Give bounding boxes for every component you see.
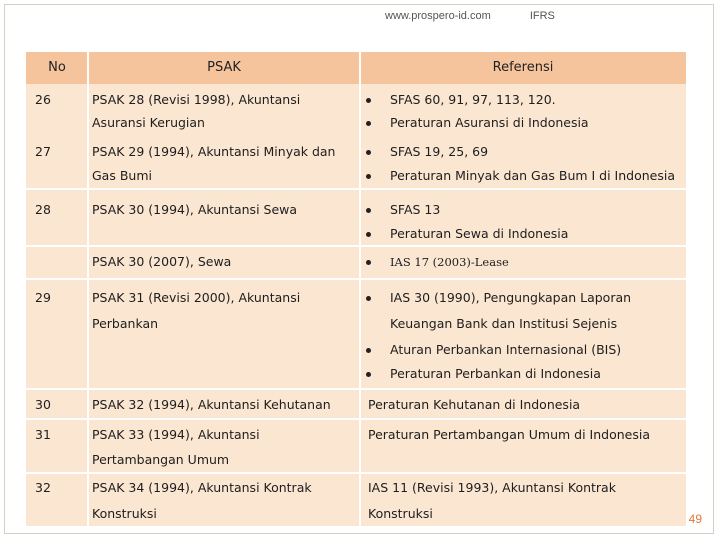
reference-item: SFAS 13 bbox=[390, 202, 441, 217]
header-topic: IFRS bbox=[529, 10, 555, 22]
row-divider bbox=[26, 188, 686, 190]
reference-item: Peraturan Kehutanan di Indonesia bbox=[368, 397, 581, 412]
column-header-referensi: Referensi bbox=[492, 60, 554, 75]
page-number: 49 bbox=[688, 512, 702, 526]
slide-header bbox=[385, 10, 555, 22]
reference-item-continued: Keuangan Bank dan Institusi Sejenis bbox=[390, 316, 618, 331]
table-header bbox=[26, 52, 686, 84]
psak-cell-line: Asuransi Kerugian bbox=[92, 115, 205, 130]
reference-item: Konstruksi bbox=[368, 506, 433, 521]
reference-item: IAS 30 (1990), Pengungkapan Laporan bbox=[390, 290, 632, 305]
row-no: 31 bbox=[35, 427, 51, 442]
bullet-icon bbox=[366, 232, 371, 237]
reference-item: IAS 17 (2003)-Lease bbox=[390, 255, 509, 269]
bullet-icon bbox=[366, 348, 371, 353]
psak-cell-line: Konstruksi bbox=[92, 506, 157, 521]
row-no: 26 bbox=[35, 92, 51, 107]
reference-item: IAS 11 (Revisi 1993), Akuntansi Kontrak bbox=[368, 480, 616, 495]
row-divider bbox=[26, 418, 686, 420]
column-header-no: No bbox=[48, 60, 66, 75]
column-divider bbox=[87, 52, 89, 526]
bullet-icon bbox=[366, 296, 371, 301]
bullet-icon bbox=[366, 372, 371, 377]
row-divider bbox=[26, 388, 686, 390]
bullet-icon bbox=[366, 260, 371, 265]
reference-item: SFAS 19, 25, 69 bbox=[390, 144, 489, 159]
psak-cell-line: Gas Bumi bbox=[92, 168, 152, 183]
row-divider bbox=[26, 472, 686, 474]
psak-cell-line: PSAK 30 (2007), Sewa bbox=[92, 254, 232, 269]
row-no: 27 bbox=[35, 144, 51, 159]
bullet-icon bbox=[366, 121, 371, 126]
row-no: 28 bbox=[35, 202, 51, 217]
psak-cell-line: PSAK 34 (1994), Akuntansi Kontrak bbox=[92, 480, 312, 495]
reference-item: SFAS 60, 91, 97, 113, 120. bbox=[390, 92, 556, 107]
psak-cell-line: PSAK 32 (1994), Akuntansi Kehutanan bbox=[92, 397, 331, 412]
reference-item: Peraturan Sewa di Indonesia bbox=[390, 226, 569, 241]
reference-item: Peraturan Asuransi di Indonesia bbox=[390, 115, 589, 130]
reference-item: Peraturan Minyak dan Gas Bum I di Indonesia bbox=[390, 168, 676, 183]
reference-item: Peraturan Perbankan di Indonesia bbox=[390, 366, 601, 381]
psak-reference-table bbox=[26, 52, 686, 526]
row-no: 32 bbox=[35, 480, 51, 495]
row-divider bbox=[26, 245, 686, 247]
psak-cell-line: Pertambangan Umum bbox=[92, 452, 230, 467]
bullet-icon bbox=[366, 174, 371, 179]
column-divider bbox=[359, 52, 361, 526]
header-site: www.prospero-id.com bbox=[385, 10, 491, 22]
bullet-icon bbox=[366, 208, 371, 213]
row-divider bbox=[26, 278, 686, 280]
row-no: 29 bbox=[35, 290, 51, 305]
bullet-icon bbox=[366, 98, 371, 103]
psak-cell-line: PSAK 29 (1994), Akuntansi Minyak dan bbox=[92, 144, 336, 159]
psak-cell-line: PSAK 28 (Revisi 1998), Akuntansi bbox=[92, 92, 301, 107]
psak-cell-line: PSAK 31 (Revisi 2000), Akuntansi bbox=[92, 290, 301, 305]
column-header-psak: PSAK bbox=[207, 60, 241, 75]
psak-cell-line: PSAK 33 (1994), Akuntansi bbox=[92, 427, 260, 442]
reference-item: Peraturan Pertambangan Umum di Indonesia bbox=[368, 427, 650, 442]
reference-item: Aturan Perbankan Internasional (BIS) bbox=[390, 342, 622, 357]
psak-cell-line: PSAK 30 (1994), Akuntansi Sewa bbox=[92, 202, 298, 217]
psak-cell-line: Perbankan bbox=[92, 316, 159, 331]
row-no: 30 bbox=[35, 397, 51, 412]
bullet-icon bbox=[366, 150, 371, 155]
